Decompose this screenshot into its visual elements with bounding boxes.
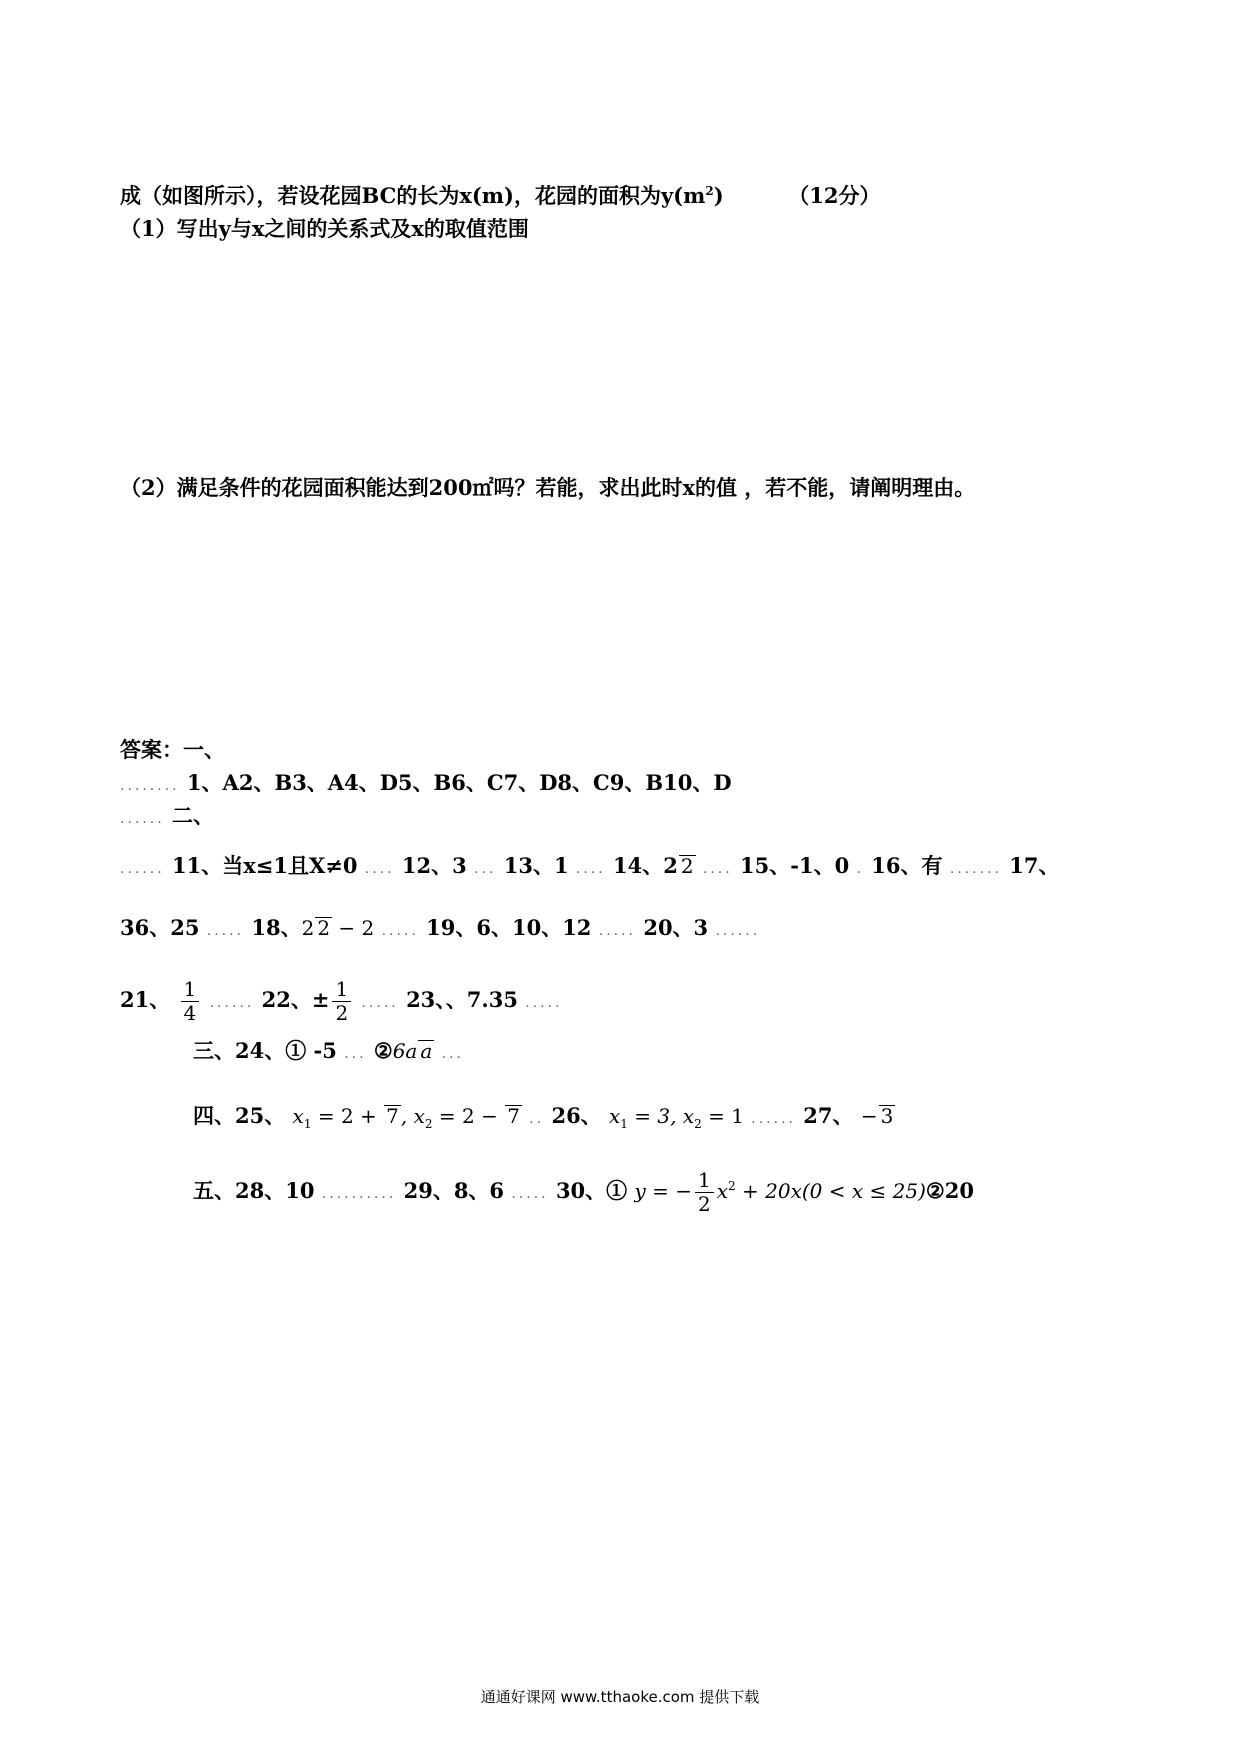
- answers-section-2-label: [120, 805, 214, 826]
- answer-18: 18、: [251, 915, 302, 940]
- question-stem: [120, 185, 880, 206]
- fraction: [332, 978, 351, 1025]
- answer-15: 15、-1、0: [740, 853, 850, 878]
- question-stem-text: 成（如图所示），若设花园BC的长为x(m)，花园的面积为y(m: [120, 183, 706, 208]
- sqrt-radical: 2: [680, 854, 694, 878]
- leader-dots: .....: [598, 923, 637, 939]
- answer-18-tail: − 2: [332, 916, 375, 940]
- page-footer: 通通好课网 www.tthaoke.com 提供下载: [480, 1688, 760, 1706]
- leader-dots: ....: [364, 861, 395, 877]
- minus-sign: −: [860, 1104, 878, 1128]
- question-points: （12分）: [788, 183, 881, 208]
- equation-part: = 2 +: [311, 1104, 384, 1128]
- leader-dots: ..: [529, 1111, 545, 1127]
- subscript: 2: [424, 1117, 433, 1132]
- var-x: x: [609, 1104, 621, 1128]
- leader-dots: .......: [949, 861, 1002, 877]
- question-sub1: （1）写出y与x之间的关系式及x的取值范围: [120, 216, 529, 241]
- answer-25-label: 四、25、: [193, 1103, 286, 1128]
- answer-16: 16、有: [871, 853, 943, 878]
- answer-30-label: 30、①: [555, 1178, 628, 1203]
- var-x: x: [292, 1104, 304, 1128]
- answers-title: 答案：一、: [120, 737, 225, 762]
- answer-11: 11、当x≤1且X≠0: [172, 853, 358, 878]
- answer-18-coef: 2: [301, 916, 315, 940]
- answer-23: 23、、7.35: [406, 987, 518, 1012]
- answer-28: 五、28、10: [193, 1178, 315, 1203]
- question-sub2: （2）满足条件的花园面积能达到200㎡吗？若能，求出此时x的值 ，若不能，请阐明理由。: [120, 475, 976, 500]
- answer-24-part2: ②: [373, 1038, 393, 1063]
- answer-17-value: 36、25: [120, 915, 200, 940]
- superscript: 2: [728, 1179, 736, 1193]
- fraction-denominator: 2: [335, 1001, 349, 1025]
- leader-dots: ..........: [321, 1186, 397, 1202]
- sqrt-radical: 7: [507, 1104, 520, 1128]
- leader-dots: ........: [120, 778, 180, 794]
- answers-section-3: [193, 1040, 464, 1062]
- answer-27-label: 27、: [803, 1103, 854, 1128]
- equation-part: + 20x(0 < x ≤ 25): [735, 1179, 926, 1203]
- sqrt-radical: 7: [386, 1104, 399, 1128]
- subscript: 1: [303, 1117, 312, 1132]
- answer-17-label: 17、: [1009, 853, 1060, 878]
- leader-dots: ...: [441, 1046, 464, 1062]
- var-x: x: [716, 1179, 729, 1203]
- answer-13: 13、1: [503, 853, 569, 878]
- leader-dots: ......: [751, 1111, 796, 1127]
- leader-dots: .....: [206, 923, 245, 939]
- answers-row-17-20: [120, 917, 760, 939]
- answer-19: 19、6、10、12: [426, 915, 592, 940]
- answers-row-21-23: [120, 978, 563, 1025]
- leader-dots: .....: [381, 923, 419, 939]
- answers-section-4: [193, 1105, 895, 1130]
- leader-dots: .....: [361, 995, 399, 1011]
- sqrt-radical: 2: [317, 916, 331, 940]
- var-x: , x: [400, 1104, 425, 1128]
- answers-section-1: [120, 772, 732, 793]
- question-stem-superscript: 2: [705, 184, 714, 198]
- answers-row-11-17: [120, 855, 1060, 877]
- answer-12: 12、3: [401, 853, 467, 878]
- fraction: [695, 1169, 714, 1216]
- answers-section-1-text: 1、A2、B3、A4、D5、B6、C7、D8、C9、B10、D: [186, 770, 732, 795]
- leader-dots: ......: [715, 923, 761, 939]
- answer-26-label: 26、: [551, 1103, 602, 1128]
- question-stem-close: ): [713, 183, 724, 208]
- leader-dots: ......: [120, 861, 165, 877]
- leader-dots: .....: [525, 995, 563, 1011]
- sqrt-radical: a: [420, 1039, 433, 1063]
- leader-dots: ...: [344, 1046, 367, 1062]
- answer-29: 29、8、6: [403, 1178, 505, 1203]
- answer-22: 22、±: [261, 987, 330, 1012]
- answers-section-2-label-text: 二、: [172, 803, 215, 828]
- answers-section-5: [193, 1169, 974, 1216]
- leader-dots: .....: [511, 1186, 549, 1202]
- equation-part: = 3, x: [627, 1104, 695, 1128]
- subscript: 2: [694, 1117, 702, 1132]
- fraction-denominator: 2: [698, 1192, 711, 1216]
- fraction-numerator: 1: [332, 978, 351, 1002]
- subscript: 1: [620, 1117, 628, 1132]
- equation-part: y = −: [634, 1179, 693, 1203]
- fraction-numerator: 1: [181, 978, 200, 1002]
- leader-dots: ...: [474, 861, 497, 877]
- leader-dots: ....: [575, 861, 606, 877]
- leader-dots: ....: [702, 861, 733, 877]
- fraction-denominator: 4: [183, 1001, 197, 1025]
- equation-part: = 1: [701, 1104, 744, 1128]
- fraction: [181, 978, 200, 1025]
- answer-30-part2: ②20: [925, 1178, 974, 1203]
- equation-part: = 2 −: [432, 1104, 505, 1128]
- leader-dots: .: [856, 861, 864, 877]
- fraction-numerator: 1: [695, 1169, 714, 1193]
- leader-dots: ......: [209, 995, 255, 1011]
- answer-20: 20、3: [643, 915, 709, 940]
- answer-14: 14、2: [613, 853, 678, 878]
- answer-24-coef: 6a: [392, 1039, 418, 1063]
- leader-dots: ......: [120, 811, 165, 827]
- answer-21: 21、: [120, 987, 171, 1012]
- answer-24-part1: 三、24、① -5: [193, 1038, 337, 1063]
- sqrt-radical: 3: [880, 1104, 894, 1128]
